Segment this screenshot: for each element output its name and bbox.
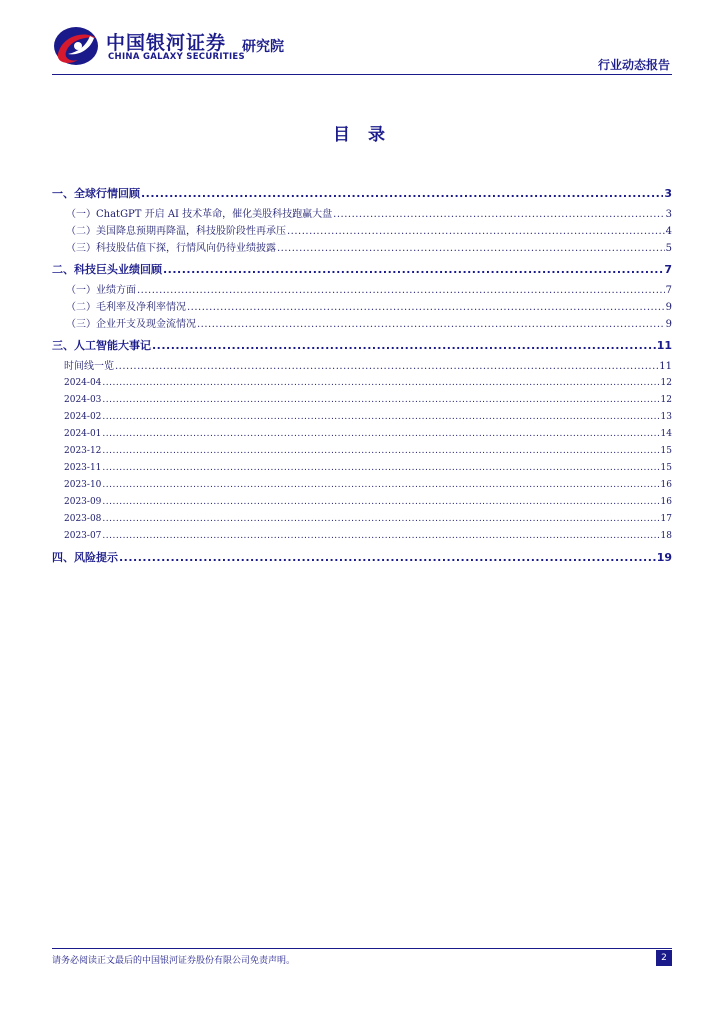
toc-sub-item[interactable] xyxy=(52,511,672,528)
toc-sub-item-label: 2023-08 xyxy=(64,514,102,524)
toc-leader-dots xyxy=(102,392,659,409)
toc-leader-dots xyxy=(102,477,659,494)
toc-item[interactable] xyxy=(52,206,672,223)
toc-leader-dots xyxy=(141,185,663,202)
toc-page-number: 16 xyxy=(660,480,672,490)
toc-item[interactable] xyxy=(52,358,672,375)
toc-sub-item-label: 2023-12 xyxy=(64,446,102,456)
toc-leader-dots xyxy=(102,443,659,460)
table-of-contents xyxy=(52,185,672,566)
toc-item-label: （二）毛利率及净利率情况 xyxy=(66,302,186,313)
brand-name-cn: 中国银河证券 xyxy=(106,32,227,54)
toc-page-number: 9 xyxy=(665,302,672,313)
page-number-badge: 2 xyxy=(656,950,672,966)
toc-section[interactable] xyxy=(52,185,672,202)
toc-sub-item-label: 2023-11 xyxy=(64,463,102,473)
toc-sub-item-label: 2024-03 xyxy=(64,395,102,405)
toc-leader-dots xyxy=(102,409,659,426)
toc-page-number: 17 xyxy=(660,514,672,524)
toc-item[interactable] xyxy=(52,282,672,299)
toc-item-label: 时间线一览 xyxy=(64,361,114,372)
toc-leader-dots xyxy=(287,223,665,240)
header-divider xyxy=(52,74,672,75)
toc-leader-dots xyxy=(163,261,663,278)
toc-page-number: 4 xyxy=(665,226,672,237)
toc-page-number: 12 xyxy=(660,378,672,388)
toc-section[interactable] xyxy=(52,261,672,278)
toc-leader-dots xyxy=(102,460,659,477)
toc-page-number: 3 xyxy=(665,209,672,220)
toc-sub-item[interactable] xyxy=(52,392,672,409)
toc-leader-dots xyxy=(102,426,659,443)
toc-leader-dots xyxy=(197,316,665,333)
toc-sub-item-label: 2024-01 xyxy=(64,429,102,439)
toc-leader-dots xyxy=(102,528,659,545)
toc-leader-dots xyxy=(102,511,659,528)
toc-sub-item-label: 2023-10 xyxy=(64,480,102,490)
toc-leader-dots xyxy=(187,299,665,316)
toc-page-number: 15 xyxy=(660,446,672,456)
brand-name-en: CHINA GALAXY SECURITIES xyxy=(108,52,245,62)
toc-section-label: 二、科技巨头业绩回顾 xyxy=(52,263,162,276)
toc-item[interactable] xyxy=(52,316,672,333)
toc-sub-item-label: 2023-09 xyxy=(64,497,102,507)
toc-section-label: 三、人工智能大事记 xyxy=(52,339,151,352)
toc-page-number: 14 xyxy=(660,429,672,439)
galaxy-swirl-logo-icon xyxy=(52,24,100,68)
toc-page-number: 3 xyxy=(664,187,672,200)
toc-page-number: 9 xyxy=(665,319,672,330)
toc-item-label: （一）ChatGPT 开启 AI 技术革命，催化美股科技跑赢大盘 xyxy=(66,209,333,220)
toc-page-number: 7 xyxy=(665,285,672,296)
toc-leader-dots xyxy=(277,240,665,257)
toc-section[interactable] xyxy=(52,549,672,566)
toc-leader-dots xyxy=(137,282,665,299)
page-header xyxy=(0,0,724,76)
toc-page-number: 18 xyxy=(660,531,672,541)
toc-page-number: 11 xyxy=(656,339,672,352)
toc-leader-dots xyxy=(333,206,664,223)
toc-section-label: 一、全球行情回顾 xyxy=(52,187,140,200)
toc-page-number: 5 xyxy=(665,243,672,254)
toc-page-number: 11 xyxy=(659,361,672,372)
toc-sub-item[interactable] xyxy=(52,528,672,545)
toc-item[interactable] xyxy=(52,299,672,316)
report-type-label: 行业动态报告 xyxy=(597,58,670,72)
toc-sub-item[interactable] xyxy=(52,375,672,392)
toc-leader-dots xyxy=(102,494,659,511)
toc-item-label: （二）美国降息预期再降温，科技股阶段性再承压 xyxy=(66,226,286,237)
toc-sub-item[interactable] xyxy=(52,443,672,460)
toc-sub-item-label: 2024-02 xyxy=(64,412,102,422)
toc-item[interactable] xyxy=(52,240,672,257)
toc-sub-item[interactable] xyxy=(52,426,672,443)
toc-page-number: 13 xyxy=(660,412,672,422)
toc-section-label: 四、风险提示 xyxy=(52,551,118,564)
toc-page-number: 19 xyxy=(656,551,672,564)
toc-section[interactable] xyxy=(52,337,672,354)
toc-page-number: 7 xyxy=(664,263,672,276)
footer-divider xyxy=(52,948,672,949)
toc-sub-item[interactable] xyxy=(52,477,672,494)
toc-sub-item[interactable] xyxy=(52,494,672,511)
toc-sub-item-label: 2023-07 xyxy=(64,531,102,541)
footer-disclaimer: 请务必阅读正文最后的中国银河证券股份有限公司免责声明。 xyxy=(52,956,296,966)
toc-title: 目 录 xyxy=(333,125,391,145)
toc-page-number: 16 xyxy=(660,497,672,507)
brand-subtitle: 研究院 xyxy=(242,39,284,55)
toc-page-number: 15 xyxy=(660,463,672,473)
toc-sub-item[interactable] xyxy=(52,460,672,477)
toc-sub-item[interactable] xyxy=(52,409,672,426)
toc-item[interactable] xyxy=(52,223,672,240)
toc-leader-dots xyxy=(115,358,658,375)
toc-item-label: （三）企业开支及现金流情况 xyxy=(66,319,196,330)
toc-item-label: （一）业绩方面 xyxy=(66,285,136,296)
toc-sub-item-label: 2024-04 xyxy=(64,378,102,388)
toc-leader-dots xyxy=(119,549,656,566)
toc-leader-dots xyxy=(152,337,656,354)
toc-page-number: 12 xyxy=(660,395,672,405)
toc-leader-dots xyxy=(102,375,659,392)
toc-item-label: （三）科技股估值下探，行情风向仍待业绩披露 xyxy=(66,243,276,254)
